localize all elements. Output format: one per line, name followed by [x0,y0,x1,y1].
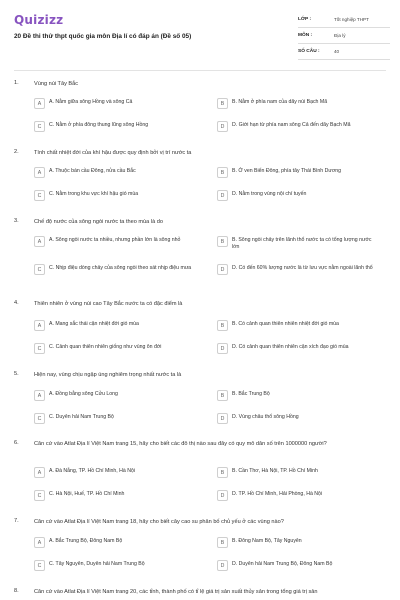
option-letter: A [34,390,45,401]
option-letter: D [217,413,228,424]
question-text: Thiên nhiên ở vùng núi cao Tây Bắc nước ta có đặc điểm là [34,301,183,307]
meta-value: Tốt nghiệp THPT [334,17,369,22]
question-1 [14,80,386,130]
option-letter: B [217,167,228,178]
meta-value: 40 [334,49,340,54]
question-8 [14,588,386,600]
option-letter: C [34,264,45,275]
option-text: B. Đông Nam Bộ, Tây Nguyên [232,538,302,544]
option-text: B. Có cảnh quan thiên nhiên nhiệt đới gió mùa [232,321,339,327]
option-letter: D [217,560,228,571]
option-b[interactable] [217,167,386,178]
option-text: D. TP. Hồ Chí Minh, Hải Phòng, Hà Nội [232,491,323,497]
option-text: D. Có cảnh quan thiên nhiên cận xích đạo gió mùa [232,344,349,350]
option-d[interactable] [217,343,386,354]
option-c[interactable] [34,264,194,275]
option-text: B. Sông ngòi chảy trên lãnh thổ nước ta có tổng lượng nước lớn [232,237,372,251]
option-letter: B [217,390,228,401]
option-a[interactable] [34,467,204,478]
question-5 [14,371,386,421]
meta-value: Địa lý [334,33,346,38]
option-text: C. Tây Nguyên, Duyên hải Nam Trung Bộ [49,561,145,567]
option-letter: D [217,343,228,354]
option-b[interactable] [217,537,386,548]
option-text: C. Hà Nội, Huế, TP. Hồ Chí Minh [49,491,125,497]
option-a[interactable] [34,390,204,401]
question-4 [14,300,386,350]
option-c[interactable] [34,490,204,501]
question-3 [14,218,386,290]
option-letter: D [217,190,228,201]
option-text: D. Giới hạn từ phía nam sông Cả đến dãy Bạch Mã [232,122,351,128]
option-c[interactable] [34,560,204,571]
option-text: D. Duyên hải Nam Trung Bộ, Đông Nam Bộ [232,561,333,567]
option-letter: C [34,121,45,132]
option-letter: A [34,320,45,331]
option-b[interactable] [217,467,386,478]
meta-row-class [298,12,390,28]
option-text: A. Bắc Trung Bộ, Đông Nam Bộ [49,538,123,544]
option-text: C. Nằm ở phía đông thung lũng sông Hồng [49,122,149,128]
question-number: 5. [14,371,19,377]
option-letter: B [217,467,228,478]
option-text: C. Nhịp điệu dòng chảy của sông ngòi theo sát nhịp điệu mưa [49,265,192,271]
worksheet-header [0,0,400,70]
option-letter: B [217,98,228,109]
option-c[interactable] [34,343,204,354]
meta-row-count [298,44,390,60]
option-text: B. Bắc Trung Bộ [232,391,270,397]
question-text: Tính chất nhiệt đới của khí hậu được quy định bởi vị trí nước ta [34,150,192,156]
option-letter: B [217,320,228,331]
option-text: B. Nằm ở phía nam của dãy núi Bạch Mã [232,99,328,105]
option-letter: C [34,490,45,501]
option-text: C. Nằm trong khu vực khí hậu gió mùa [49,191,139,197]
question-text: Căn cứ vào Atlat Địa lí Việt Nam trang 20, các tỉnh, thành phố có tỉ lệ giá trị sản xuất thủy sản trong tổng giá trị sản [34,589,318,595]
question-2 [14,149,386,199]
header-divider [14,70,386,71]
option-letter: B [217,236,228,247]
option-a[interactable] [34,167,204,178]
option-c[interactable] [34,121,204,132]
question-number: 7. [14,518,19,524]
worksheet-meta [298,12,390,60]
option-letter: A [34,167,45,178]
worksheet-title: 20 Đề thi thử thpt quốc gia môn Địa lí có đáp án (Đề số 05) [14,33,192,40]
option-text: A. Thuộc bán cầu Đông, nửa cầu Bắc [49,168,136,174]
option-letter: C [34,343,45,354]
option-letter: D [217,490,228,501]
option-b[interactable] [217,320,386,331]
option-text: D. Có đến 60% lượng nước là từ lưu vực nằm ngoài lãnh thổ [232,265,373,271]
option-b[interactable] [217,236,377,251]
meta-row-subject [298,28,390,44]
question-number: 4. [14,300,19,306]
option-letter: B [217,537,228,548]
meta-key: LỚP : [298,17,312,22]
option-text: B. Cần Thơ, Hà Nội, TP. Hồ Chí Minh [232,468,318,474]
question-number: 3. [14,218,19,224]
option-d[interactable] [217,190,386,201]
option-d[interactable] [217,413,386,424]
option-c[interactable] [34,190,204,201]
option-text: D. Vùng châu thổ sông Hồng [232,414,299,420]
question-number: 8. [14,588,19,594]
option-c[interactable] [34,413,204,424]
option-letter: C [34,560,45,571]
question-number: 1. [14,80,19,86]
question-text: Căn cứ vào Atlat Địa lí Việt Nam trang 15, hãy cho biết các đô thị nào sau đây có quy mô dân số trên 1000000 người? [34,441,327,447]
option-a[interactable] [34,98,204,109]
option-a[interactable] [34,537,204,548]
option-a[interactable] [34,236,194,247]
option-text: B. Ở ven Biển Đông, phía tây Thái Bình Dương [232,168,341,174]
option-text: D. Nằm trong vùng nội chí tuyến [232,191,307,197]
option-letter: C [34,413,45,424]
option-letter: A [34,467,45,478]
option-text: C. Duyên hải Nam Trung Bộ [49,414,114,420]
meta-key: SỐ CÂU : [298,49,320,54]
option-letter: A [34,98,45,109]
question-6 [14,440,386,502]
option-text: A. Đồng bằng sông Cửu Long [49,391,118,397]
option-a[interactable] [34,320,204,331]
question-text: Căn cứ vào Atlat Địa lí Việt Nam trang 18, hãy cho biết cây cao su phân bố chủ yếu ở các vùng nào? [34,519,284,525]
option-text: A. Mang sắc thái cận nhiệt đới gió mùa [49,321,139,327]
option-d[interactable] [217,264,377,275]
option-text: A. Đà Nẵng, TP. Hồ Chí Minh, Hà Nội [49,468,136,474]
question-7 [14,518,386,573]
option-letter: A [34,236,45,247]
option-b[interactable] [217,390,386,401]
option-d[interactable] [217,560,386,571]
option-text: A. Nằm giữa sông Hồng và sông Cả [49,99,133,105]
question-number: 2. [14,149,19,155]
question-number: 6. [14,440,19,446]
question-text: Hiện nay, vùng chịu ngập úng nghiêm trọng nhất nước ta là [34,372,182,378]
question-text: Chế độ nước của sông ngòi nước ta theo mùa là do [34,219,163,225]
option-b[interactable] [217,98,386,109]
option-d[interactable] [217,121,386,132]
option-d[interactable] [217,490,386,501]
option-letter: D [217,264,228,275]
option-text: A. Sông ngòi nước ta nhiều, nhưng phần lớn là sông nhỏ [49,237,181,243]
option-letter: D [217,121,228,132]
option-text: C. Cảnh quan thiên nhiên giống như vùng ôn đới [49,344,162,350]
question-text: Vùng núi Tây Bắc [34,81,79,87]
option-letter: C [34,190,45,201]
quizizz-logo: Quizizz [14,13,64,27]
option-letter: A [34,537,45,548]
meta-key: MÔN : [298,33,313,38]
